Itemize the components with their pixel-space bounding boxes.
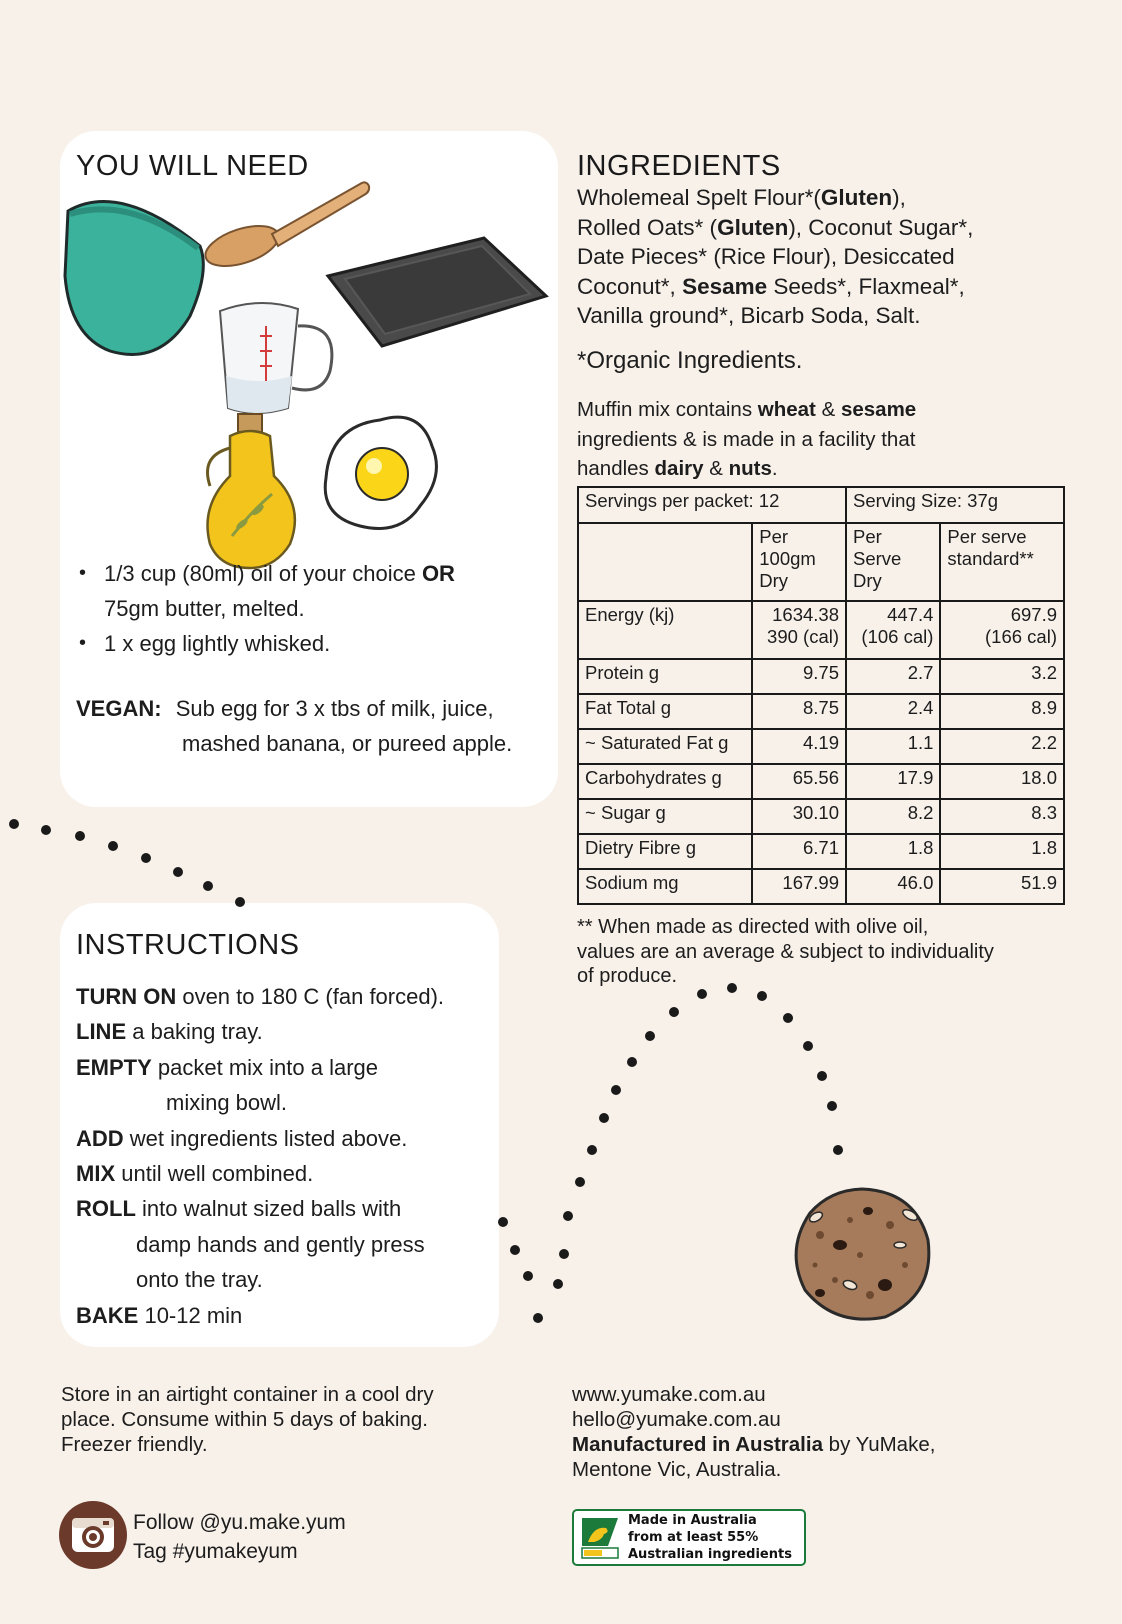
made-in-australia-badge [572,1509,806,1566]
trail-dot [575,1177,585,1187]
table-row: Energy (kj) 1634.38 390 (cal) 447.4 (106 cal) 697.9 (166 cal) [578,601,1064,659]
instruction-steps [76,979,444,1333]
table-row: Carbohydrates g 65.56 17.9 18.0 [578,764,1064,799]
instructions-card [60,903,499,1347]
serving-size: Serving Size: 37g [846,487,1064,523]
trail-dot [645,1031,655,1041]
instruction-step: onto the tray. [136,1267,263,1293]
trail-dot [523,1271,533,1281]
fried-egg-icon [325,417,436,528]
trail-dot [41,825,51,835]
ingredients-section [577,150,1097,484]
you-will-need-title: YOU WILL NEED [76,150,309,182]
wooden-spoon-icon [201,182,370,274]
nutrition-footnote: ** When made as directed with olive oil, values are an average & subject to individuality of produce. [577,916,994,988]
trail-dot [553,1279,563,1289]
trail-dot [173,867,183,877]
trail-dot [563,1211,573,1221]
trail-dot [697,989,707,999]
baking-tray-icon [328,238,546,346]
trail-dot [75,831,85,841]
instruction-step: TURN ON oven to 180 C (fan forced). [76,984,445,1009]
ingredients-list: Wholemeal Spelt Flour*(Gluten), Rolled Oats* (Gluten), Coconut Sugar*, Date Pieces* (Rice Flour), Desiccated Coconut*, Sesame Seeds*, Flaxmeal*, Vanilla ground*, Bicarb Soda, Salt. [577,185,974,329]
instruction-step: LINE a baking tray. [76,1019,263,1045]
instruction-step: ADD wet ingredients listed above. [76,1125,408,1151]
vegan-label: VEGAN: [76,696,162,721]
col-per-100g-header: Per 100gm Dry [752,523,846,601]
website-link[interactable]: www.yumake.com.au [572,1383,766,1406]
badge-text: Made in Australia from at least 55% Australian ingredients [628,1513,792,1562]
trail-dot [108,841,118,851]
trail-dot [587,1145,597,1155]
kangaroo-logo-icon [580,1516,620,1560]
instruction-step: mixing bowl. [166,1090,288,1116]
col-per-serve-standard-header: Per serve standard** [940,523,1064,601]
you-will-need-card [60,131,558,807]
table-row: Sodium mg 167.99 46.0 51.9 [578,869,1064,904]
trail-dot [203,881,213,891]
trail-dot [827,1101,837,1111]
col-per-serve-header: Per Serve Dry [846,523,940,601]
table-row: Dietry Fibre g 6.71 1.8 1.8 [578,834,1064,869]
trail-dot [833,1145,843,1155]
trail-dot [611,1085,621,1095]
trail-dot [510,1245,520,1255]
trail-dot [757,991,767,1001]
trail-dot [235,897,245,907]
trail-dot [627,1057,637,1067]
email-link[interactable]: hello@yumake.com.au [572,1408,781,1431]
wet-ingredients-list [74,556,544,661]
trail-dot [669,1007,679,1017]
storage-note: Store in an airtight container in a cool dry place. Consume within 5 days of baking. Freezer friendly. [61,1383,434,1456]
servings-per-packet: Servings per packet: 12 [578,487,846,523]
table-row: ~ Saturated Fat g 4.19 1.1 2.2 [578,729,1064,764]
instagram-icon[interactable] [58,1500,128,1570]
trail-dot [559,1249,569,1259]
ingredients-title: INGREDIENTS [577,150,781,182]
hashtag: Tag #yumakeyum [133,1540,298,1563]
list-item: • 1/3 cup (80ml) oil of your choice OR 75gm butter, melted. [74,556,544,626]
social-handles [133,1508,346,1566]
olive-oil-bottle-icon [208,414,295,568]
measuring-cup-icon [220,303,332,413]
organic-note: *Organic Ingredients. [577,346,803,374]
trail-dot [817,1071,827,1081]
table-row: Fat Total g 8.75 2.4 8.9 [578,694,1064,729]
instruction-step: BAKE 10-12 min [76,1302,243,1328]
trail-dot [599,1113,609,1123]
table-row: Protein g 9.75 2.7 3.2 [578,659,1064,694]
follow-link[interactable]: Follow @yu.make.yum [133,1511,346,1534]
allergen-statement: Muffin mix contains wheat & sesame ingredients & is made in a facility that handles dairy & nuts. [577,397,917,481]
instructions-title: INSTRUCTIONS [76,929,300,961]
instruction-step: damp hands and gently press [136,1231,425,1257]
instruction-step: EMPTY packet mix into a large [76,1054,379,1080]
trail-dot [498,1217,508,1227]
contact-info: www.yumake.com.au hello@yumake.com.au Manufactured in Australia by YuMake, Mentone Vic, Australia. [572,1383,936,1481]
cookie-icon [790,1185,935,1325]
trail-dot [727,983,737,993]
trail-dot [533,1313,543,1323]
nutrition-table [577,486,1065,905]
table-row: ~ Sugar g 30.10 8.2 8.3 [578,799,1064,834]
instruction-step: MIX until well combined. [76,1161,314,1187]
trail-dot [803,1041,813,1051]
trail-dot [9,819,19,829]
trail-dot [783,1013,793,1023]
list-item: • 1 x egg lightly whisked. [74,626,544,661]
trail-dot [141,853,151,863]
mixing-bowl-icon [65,202,203,355]
instruction-step: ROLL into walnut sized balls with [76,1196,402,1222]
vegan-note: VEGAN: Sub egg for 3 x tbs of milk, juice, mashed banana, or pureed apple. [76,696,513,756]
